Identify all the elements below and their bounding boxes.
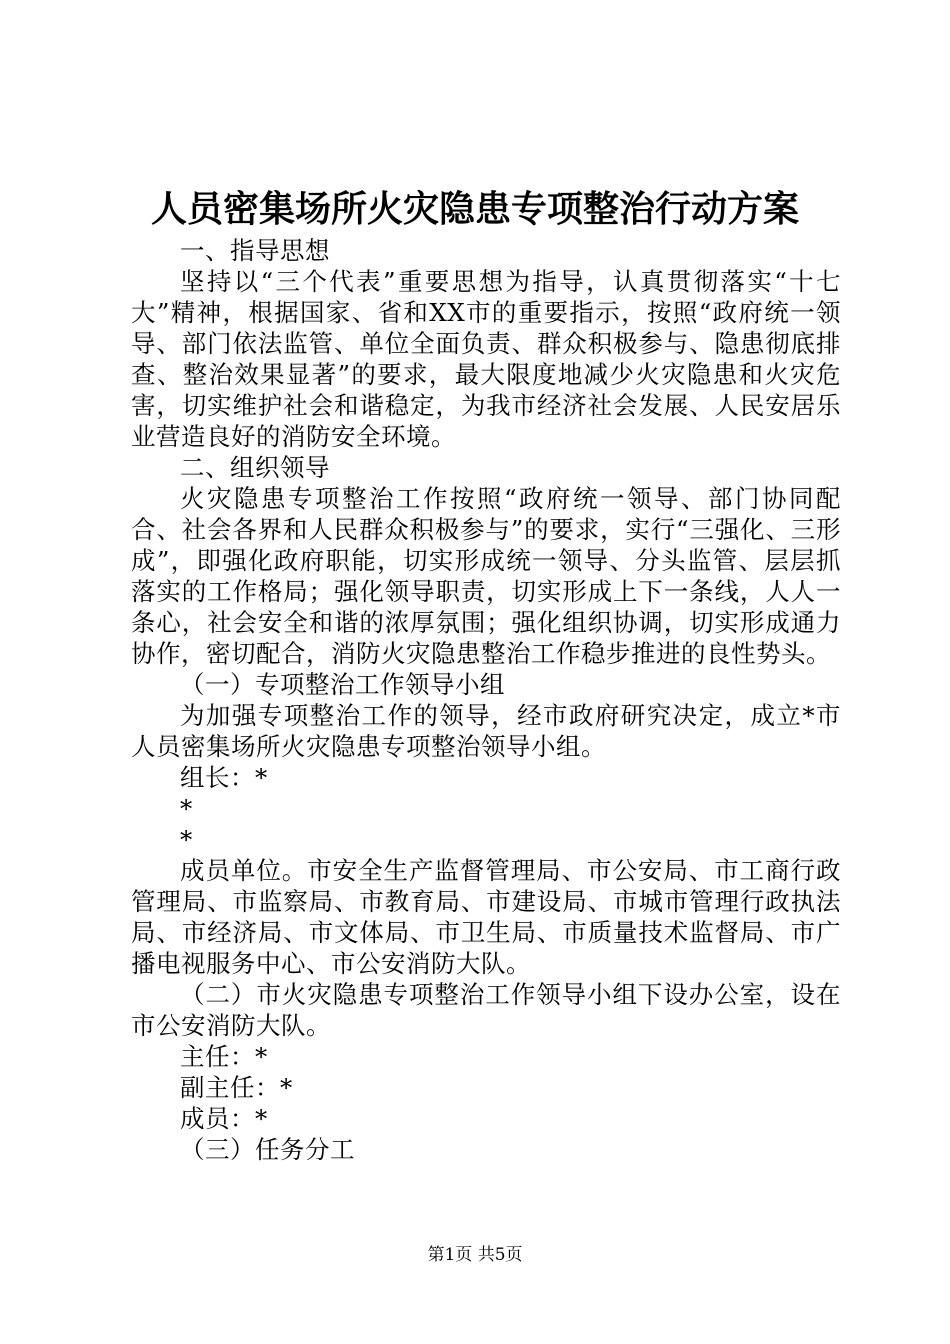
paragraph-organization: 火灾隐患专项整治工作按照“政府统一领导、部门协同配合、社会各界和人民群众积极参与”的要求，实行“三强化、三形成”，即强化政府职能，切实形成统一领导、分头监管、层层抓落实的工作格局；强化领导职责，切实形成上下一条线，人人一条心，社会安全和谐的浓厚氛围；强化组织协调，切实形成通力协作，密切配合，消防火灾隐患整治工作稳步推进的良性势头。 — [131, 484, 841, 668]
line-members: 成员：* — [180, 1104, 268, 1133]
section-heading-organization: 二、组织领导 — [180, 453, 330, 482]
paragraph-member-units: 成员单位。市安全生产监督管理局、市公安局、市工商行政管理局、市监察局、市教育局、市建设局、市城市管理行政执法局、市经济局、市文体局、市卫生局、市质量技术监督局、市广播电视服务中心、市公安消防大队。 — [131, 856, 841, 978]
page-number-footer: 第1页 共5页 — [427, 1245, 523, 1265]
paragraph-guiding-ideology: 坚持以“三个代表”重要思想为指导，认真贯彻落实“十七大”精神，根据国家、省和XX市的重要指示，按照“政府统一领导、部门依法监管、单位全面负责、群众积极参与、隐患彻底排查、整治效果显著”的要求，最大限度地减少火灾隐患和火灾危害，切实维护社会和谐稳定，为我市经济社会发展、人民安居乐业营造良好的消防安全环境。 — [131, 267, 841, 451]
line-deputy-director: 副主任：* — [180, 1073, 293, 1102]
section-heading-guiding-ideology: 一、指导思想 — [180, 236, 330, 265]
line-group-leader: 组长：* — [180, 763, 268, 792]
line-placeholder-2: * — [180, 825, 193, 854]
subsection-heading-leading-group: （一）专项整治工作领导小组 — [180, 670, 505, 699]
document-body — [131, 235, 841, 1165]
paragraph-leading-group: 为加强专项整治工作的领导，经市政府研究决定，成立*市人员密集场所火灾隐患专项整治领导小组。 — [131, 701, 841, 761]
document-title: 人员密集场所火灾隐患专项整治行动方案 — [150, 188, 799, 230]
line-director: 主任：* — [180, 1042, 268, 1071]
subsection-heading-tasks: （三）任务分工 — [180, 1135, 355, 1164]
subsection-heading-office: （二）市火灾隐患专项整治工作领导小组下设办公室，设在市公安消防大队。 — [131, 980, 841, 1040]
line-placeholder-1: * — [180, 794, 193, 823]
